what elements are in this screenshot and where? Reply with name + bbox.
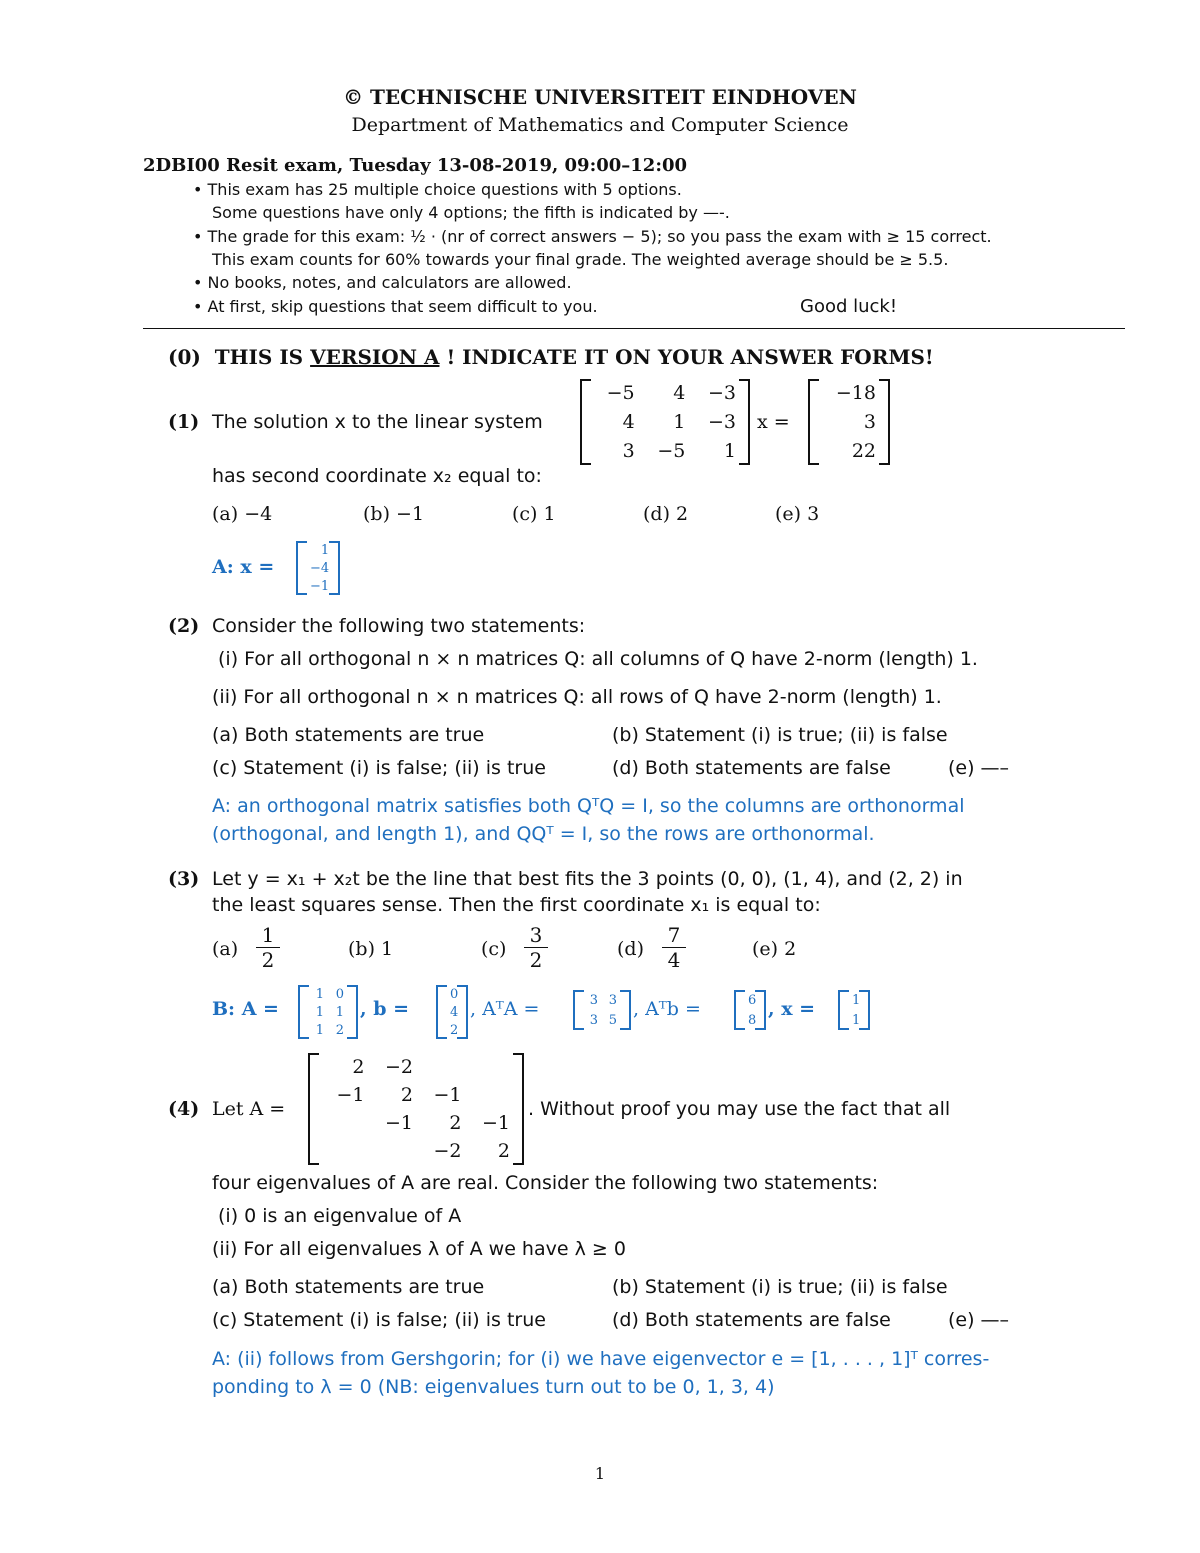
q1-answer-label [212,556,274,578]
q4-statement-i: (i) 0 is an eigenvalue of A [218,1205,462,1227]
q2-option-a: (a) Both statements are true [212,724,485,746]
q0-text-before: THIS IS [214,345,304,369]
matrix-entry: 3 [608,992,617,1008]
vector-entry: −18 [835,382,876,405]
q3-text-1: Let y = x₁ + x₂t be the line that best fits the 3 points (0, 0), (1, 4), and (2, 2) in [212,868,963,890]
q3-fraction-d [662,923,686,972]
q3-option-a: (a) [212,938,239,960]
bullet-2: • The grade for this exam: ½ · (nr of correct answers − 5); so you pass the exam with ≥ 15 correct. [193,227,992,246]
q2-number: (2) [168,615,200,637]
page-number: 1 [594,1464,606,1483]
q2-text: Consider the following two statements: [212,615,586,637]
q1-text-2: has second coordinate x₂ equal to: [212,465,542,487]
q1-option-c: (c) 1 [512,503,556,525]
matrix-entry: 0 [335,986,344,1002]
bullet-1b: Some questions have only 4 options; the fifth is indicated by —-. [212,203,730,222]
q4-option-e: (e) —– [948,1309,1010,1331]
matrix-entry: 3 [589,1012,598,1028]
vector-entry: 0 [450,986,459,1002]
q2-option-c: (c) Statement (i) is false; (ii) is true [212,757,546,779]
q1-option-b: (b) −1 [363,503,425,525]
matrix-entry: 1 [335,1004,344,1020]
matrix-entry: 5 [608,1012,617,1028]
q3-option-b: (b) 1 [348,938,394,960]
vector-entry: 2 [450,1022,459,1038]
q1-rhs-vector [808,379,890,465]
matrix-entry: 1 [673,410,686,433]
matrix-entry: −5 [657,439,686,462]
bullet-1: • This exam has 25 multiple choice questions with 5 options. [193,180,682,199]
matrix-entry: −1 [336,1084,365,1106]
q0-text-after: ! INDICATE IT ON YOUR ANSWER FORMS! [446,345,934,369]
q1-option-d: (d) 2 [643,503,689,525]
q4-option-d: (d) Both statements are false [612,1309,891,1331]
university-title: © TECHNISCHE UNIVERSITEIT EINDHOVEN [343,85,857,109]
department-name: Department of Mathematics and Computer Science [351,114,849,136]
good-luck: Good luck! [800,296,898,317]
vector-entry: 3 [863,410,876,433]
q2-answer-line-1: A: an orthogonal matrix satisfies both QᵀQ = I, so the columns are orthonormal [212,795,965,817]
q1-x-equals: x = [757,411,790,433]
q3-number: (3) [168,868,200,890]
q0-version: VERSION A [310,345,440,369]
q4-number: (4) [168,1098,200,1120]
q1-option-a: (a) −4 [212,503,273,525]
q0-line [168,345,934,369]
matrix-entry: 1 [315,1004,324,1020]
q3-vector-x [838,990,870,1030]
q3-option-e: (e) 2 [752,938,797,960]
q3-x-label: , x = [768,998,816,1020]
q2-option-d: (d) Both statements are false [612,757,891,779]
q4-option-a: (a) Both statements are true [212,1276,485,1298]
vector-entry: −1 [310,578,330,594]
q4-text-2: four eigenvalues of A are real. Consider the following two statements: [212,1172,879,1194]
q4-answer-line-1: A: (ii) follows from Gershgorin; for (i) we have eigenvector e = [1, . . . , 1]ᵀ corres- [212,1348,990,1370]
q4-matrix-A [308,1053,524,1165]
matrix-entry: −1 [481,1112,510,1134]
fraction-numerator: 1 [256,923,280,948]
matrix-entry: −3 [707,410,736,433]
q4-text-after: . Without proof you may use the fact that all [528,1098,951,1120]
q3-option-c: (c) [481,938,507,960]
q4-option-c: (c) Statement (i) is false; (ii) is true [212,1309,546,1331]
q1-option-e: (e) 3 [775,503,820,525]
matrix-entry: 3 [622,439,635,462]
fraction-numerator: 3 [524,923,548,948]
matrix-entry: 2 [335,1022,344,1038]
q2-option-b: (b) Statement (i) is true; (ii) is false [612,724,948,746]
vector-entry: 1 [852,992,861,1008]
q3-matrix-ATA [573,990,631,1030]
q1-text: The solution x to the linear system [212,411,543,433]
q2-answer-line-2: (orthogonal, and length 1), and QQᵀ = I, so the rows are orthonormal. [212,823,875,845]
matrix-entry: −1 [433,1084,462,1106]
fraction-denominator: 2 [529,948,543,972]
vector-entry: 22 [851,439,876,462]
matrix-entry: 1 [723,439,736,462]
vector-entry: −4 [310,560,330,576]
q3-vector-b [436,985,468,1039]
fraction-denominator: 2 [261,948,275,972]
bullet-3: • No books, notes, and calculators are allowed. [193,273,572,292]
q3-option-d: (d) [617,938,644,960]
q2-statement-ii: (ii) For all orthogonal n × n matrices Q: all rows of Q have 2-norm (length) 1. [212,686,942,708]
matrix-entry: 1 [315,986,324,1002]
matrix-entry: −2 [433,1140,462,1162]
fraction-numerator: 7 [662,923,686,948]
q3-b-label: , b = [360,998,410,1020]
matrix-entry: 4 [622,410,635,433]
vector-entry: 1 [852,1012,861,1028]
answer-label-text: A: x = [212,556,275,578]
matrix-entry: 2 [400,1084,413,1106]
matrix-entry: 2 [449,1112,462,1134]
matrix-entry: −3 [707,382,736,405]
q2-statement-i: (i) For all orthogonal n × n matrices Q: all columns of Q have 2-norm (length) 1. [218,648,978,670]
q3-matrix-A [298,985,358,1039]
q1-answer-vector [296,541,340,595]
q3-answer-label: B: A = [212,998,279,1020]
matrix-entry: −1 [384,1112,413,1134]
matrix-entry: 2 [352,1056,365,1078]
matrix-entry: −2 [384,1056,413,1078]
q4-option-b: (b) Statement (i) is true; (ii) is false [612,1276,948,1298]
vector-entry: 6 [748,992,757,1008]
bullet-2b: This exam counts for 60% towards your final grade. The weighted average should be ≥ 5.5. [212,250,949,269]
vector-entry: 1 [320,542,330,558]
exam-line: 2DBI00 Resit exam, Tuesday 13-08-2019, 09:00–12:00 [143,155,688,176]
matrix-entry: 4 [673,382,686,405]
q3-vector-ATb [734,990,766,1030]
q3-ATA-label: , AᵀA = [470,998,540,1020]
q2-option-e: (e) —– [948,757,1010,779]
q0-number: (0) [168,345,201,369]
matrix-entry: 3 [589,992,598,1008]
matrix-entry: −5 [606,382,635,405]
vector-entry: 8 [748,1012,757,1028]
q1-number: (1) [168,411,200,433]
q3-fraction-c [524,923,548,972]
matrix-entry: 2 [497,1140,510,1162]
q4-answer-line-2: ponding to λ = 0 (NB: eigenvalues turn out to be 0, 1, 3, 4) [212,1376,775,1398]
q3-text-2: the least squares sense. Then the first coordinate x₁ is equal to: [212,894,821,916]
header-rule [143,328,1125,329]
q3-ATb-label: , Aᵀb = [633,998,701,1020]
q1-coefficient-matrix [580,379,750,465]
vector-entry: 4 [450,1004,459,1020]
fraction-denominator: 4 [667,948,681,972]
bullet-4: • At first, skip questions that seem difficult to you. [193,297,598,316]
matrix-entry: 1 [315,1022,324,1038]
q3-fraction-a [256,923,280,972]
q4-statement-ii: (ii) For all eigenvalues λ of A we have λ ≥ 0 [212,1238,626,1260]
q4-let-A: Let A = [212,1098,286,1120]
